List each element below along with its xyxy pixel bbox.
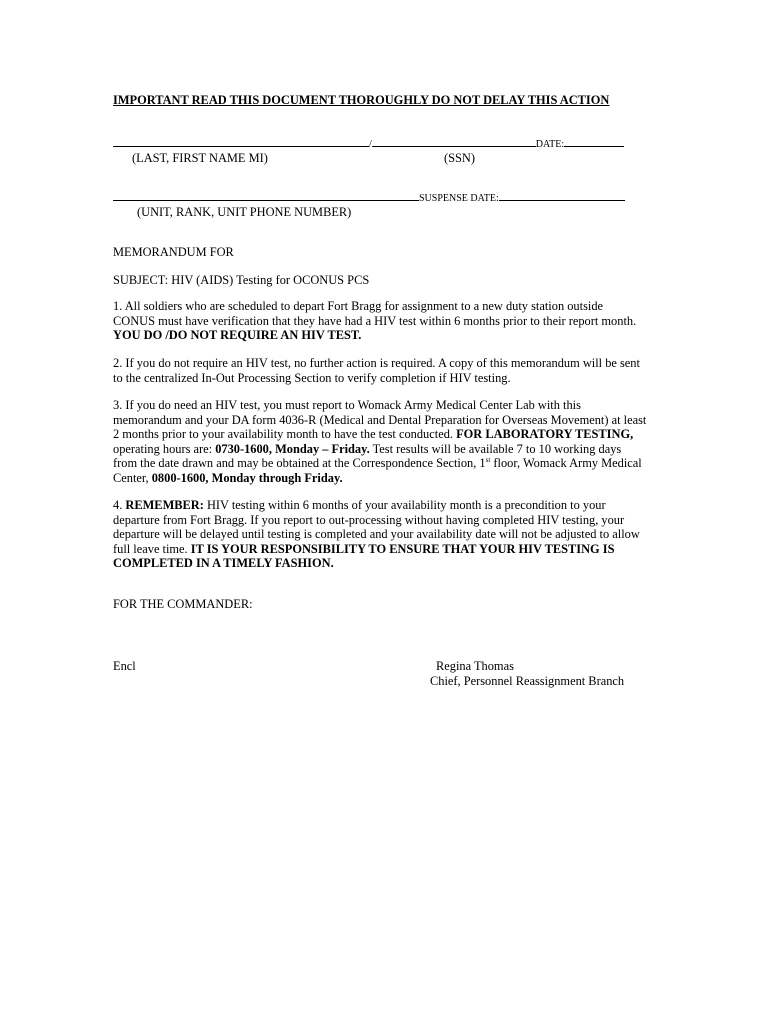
ordinal-suffix: st [485,456,491,465]
name-caption: (LAST, FIRST NAME MI) [132,151,268,165]
paragraph-3-text: floor, Womack Army Medical [490,456,642,471]
paragraph-2-line: 2. If you do not require an HIV test, no further action is required. A copy of this memorandum will be sent [113,356,640,370]
lab-testing-heading: FOR LABORATORY TESTING, [456,427,634,442]
paragraph-4-line: departure from Fort Bragg. If you report to out-processing without having completed HIV testing, your [113,512,625,527]
ssn-blank-field[interactable] [372,136,536,147]
paragraph-3-line: 3. If you do need an HIV test, you must report to Womack Army Medical Center Lab with this [113,398,581,412]
paragraph-3-text: from the date drawn and may be obtained at the Correspondence Section, 1 [113,456,486,471]
responsibility-notice: IT IS YOUR RESPONSIBILITY TO ENSURE THAT YOUR HIV TESTING IS [190,541,615,556]
paragraph-4-text: HIV testing within 6 months of your availability month is a precondition to your [203,498,606,512]
suspense-date-blank-field[interactable] [499,190,625,201]
unit-caption: (UNIT, RANK, UNIT PHONE NUMBER) [137,205,352,219]
unit-blank-field[interactable] [113,190,419,201]
subject-line: SUBJECT: HIV (AIDS) Testing for OCONUS PCS [113,273,370,287]
date-label: DATE: [535,139,565,150]
paragraph-3-text: 2 months prior to your availability month to have the test conducted. [113,427,457,442]
remember-label: REMEMBER: [125,498,204,512]
paragraph-4-line: departure will be delayed until testing is completed and your availability date will not be adjusted to allow [113,527,640,542]
responsibility-notice-end: COMPLETED IN A TIMELY FASHION. [113,556,334,571]
enclosure-label: Encl [113,659,136,673]
paragraph-1-line: 1. All soldiers who are scheduled to depart Fort Bragg for assignment to a new duty station outside [113,299,604,313]
paragraph-3-text: Center, [113,470,152,485]
paragraph-2-line: to the centralized In-Out Processing Section to verify completion if HIV testing. [113,370,511,385]
paragraph-3-text: operating hours are: [113,441,216,456]
operating-hours: 0730-1600, Monday – Friday. [215,441,370,456]
date-blank-field[interactable] [564,136,624,147]
paragraph-3 [113,398,647,486]
signatory-position: Chief, Personnel Reassignment Branch [430,674,625,688]
ssn-caption: (SSN) [444,151,475,165]
memorandum-for: MEMORANDUM FOR [113,245,234,259]
signatory-name: Regina Thomas [436,659,514,673]
hiv-test-requirement: YOU DO /DO NOT REQUIRE AN HIV TEST. [113,328,362,343]
paragraph-4-text: 4. [113,498,126,512]
suspense-date-label: SUSPENSE DATE: [419,193,499,204]
paragraph-3-line: memorandum and your DA form 4036-R (Medical and Dental Preparation for Overseas Movement) at least [113,412,647,427]
paragraph-1 [113,299,637,343]
document-title: IMPORTANT READ THIS DOCUMENT THOROUGHLY DO NOT DELAY THIS ACTION [113,93,610,107]
paragraph-4-text: full leave time. [113,541,191,556]
paragraph-3-text: Test results will be available 7 to 10 working days [369,441,622,456]
for-the-commander: FOR THE COMMANDER: [113,597,253,611]
paragraph-1-line: CONUS must have verification that they have had a HIV test within 6 months prior to their report month. [113,313,637,328]
correspondence-hours: 0800-1600, Monday through Friday. [151,470,343,485]
name-blank-field[interactable] [113,136,369,147]
paragraph-4 [113,498,640,571]
slash-separator: / [369,139,372,150]
paragraph-2 [113,356,640,385]
